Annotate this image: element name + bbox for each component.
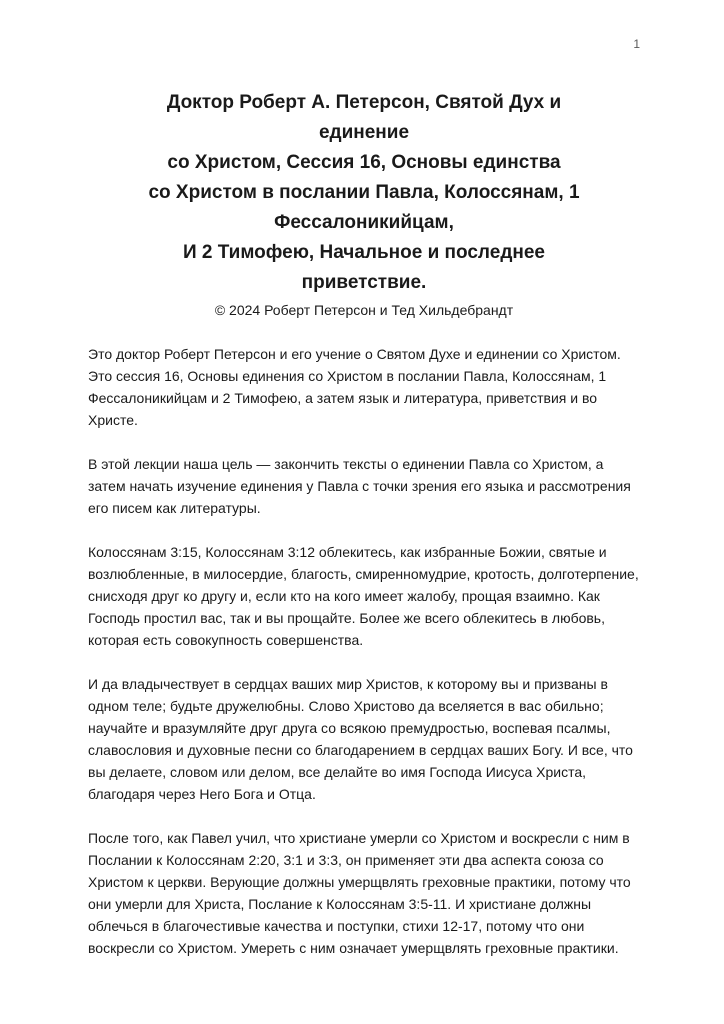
- title-line-1: Доктор Роберт А. Петерсон, Святой Дух и: [166, 92, 562, 113]
- title-line-7: приветствие.: [301, 272, 427, 293]
- copyright-line: © 2024 Роберт Петерсон и Тед Хильдебрандт: [214, 302, 514, 318]
- paragraph-intro: Это доктор Роберт Петерсон и его учение о Святом Духе и единении со Христом. Это сессия 16, Основы единения со Христом в послании Павла, Колоссянам, 1 Фессалоникийцам и 2 Тимофею, а затем язык и литература, приветствия и во Христе.: [88, 346, 621, 428]
- title-line-2: единение: [318, 122, 410, 143]
- title-line-5: Фессалоникийцам,: [274, 212, 454, 233]
- paragraph-commentary: После того, как Павел учил, что христиане умерли со Христом и воскресли с ним в Послании к Колоссянам 2:20, 3:1 и 3:3, он применяет эти два аспекта союза со Христом к церкви. Верующие должны умерщвлять греховные практики, потому что они умерли для Христа, Послание к Колоссянам 3:5-11. И христиане должны облечься в благочестивые качества и поступки, стихи 12-17, потому что они воскресли со Христом. Умереть с ним означает умерщвлять греховные практики.: [88, 830, 631, 956]
- title-line-4: со Христом в послании Павла, Колоссянам, 1: [148, 182, 580, 203]
- document-body: [88, 343, 640, 959]
- page-number: 1: [633, 37, 640, 51]
- paragraph-colossians-quote-1: Колоссянам 3:15, Колоссянам 3:12 облекитесь, как избранные Божии, святые и возлюбленные, в милосердие, благость, смиренномудрие, кротость, долготерпение, снисходя друг ко другу и, если кто на кого имеет жалобу, прощая взаимно. Как Господь простил вас, так и вы прощайте. Более же всего облекитесь в любовь, которая есть совокупность совершенства.: [88, 544, 639, 648]
- title-line-6: И 2 Тимофею, Начальное и последнее: [183, 242, 545, 263]
- paragraph-lecture-goal: В этой лекции наша цель — закончить тексты о единении Павла со Христом, а затем начать изучение единения у Павла с точки зрения его языка и рассмотрения его писем как литературы.: [88, 456, 631, 516]
- document-title: [88, 88, 640, 298]
- paragraph-colossians-quote-2: И да владычествует в сердцах ваших мир Христов, к которому вы и призваны в одном теле; будьте дружелюбны. Слово Христово да вселяется в вас обильно; научайте и вразумляйте друг друга со всякою премудростью, воспевая псалмы, славословия и духовные песни со благодарением в сердцах ваших Богу. И все, что вы делаете, словом или делом, все делайте во имя Господа Иисуса Христа, благодаря через Него Бога и Отца.: [88, 676, 633, 802]
- title-line-3: со Христом, Сессия 16, Основы единства: [167, 152, 561, 173]
